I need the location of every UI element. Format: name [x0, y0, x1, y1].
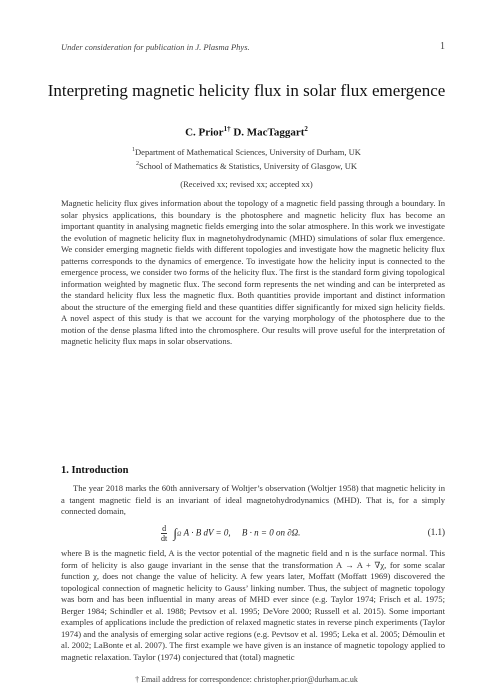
- fraction-denominator: dt: [161, 534, 168, 543]
- author-list: [0, 125, 493, 139]
- equation-1-1: [61, 520, 445, 546]
- page-number: 1: [440, 41, 445, 52]
- fraction-numerator: d: [162, 524, 167, 533]
- section-number: 1.: [61, 465, 69, 476]
- running-head: [61, 42, 445, 52]
- intro-paragraph-2: where B is the magnetic field, A is the vector potential of the magnetic field and n is the surface normal. This form of helicity is also gauge invariant in the sense that the transformation A → A + ∇χ, for some scalar function χ, does not change the value of helicity. A few years later, Moffatt (Moffatt 1969) discovered the topological connection of magnetic helicity to Gauss’ linking number. Thus, the subject of magnetic topology was born and has been influential in many areas of MHD ever since (e.g. Taylor 1974; Frisch et al. 1975; Berger 1984; Schindler et al. 1988; Pevtsov et al. 1995; DeVore 2000; Russell et al. 2015). Some important examples of applications include the prediction of relaxed magnetic states in reverse pinch experiments (Taylor 1974) and the analysis of emerging solar active regions (e.g. Pevtsov et al. 1995; Leka et al. 2005; Démoulin et al. 2002; LaBonte et al. 2007). The first example we have given is an instance of magnetic topology applied to magnetic relaxation. Taylor (1974) conjectured that (total) magnetic: [61, 548, 445, 662]
- affiliations: [0, 144, 493, 172]
- boundary-condition: B · n = 0 on ∂Ω.: [241, 527, 301, 538]
- integral-sign: ∫: [173, 525, 178, 541]
- integral-domain: Ω: [177, 531, 182, 538]
- running-head-text: Under consideration for publication in J. Plasma Phys.: [61, 42, 250, 52]
- integrand: A · B dV = 0,: [183, 527, 231, 538]
- author-prior-affil-mark: 1: [223, 125, 228, 133]
- equation-number: (1.1): [427, 527, 445, 537]
- derivative-fraction: [161, 524, 167, 543]
- affiliation-1: $^1$Department of Mathematical Sciences, University of Durham, UK: [132, 146, 361, 157]
- section-title: Introduction: [71, 465, 129, 476]
- abstract: Magnetic helicity flux gives information about the topology of a magnetic field passing through a boundary. In solar physics applications, this boundary is the photosphere and magnetic helicity flux has become an important quantity in analysing magnetic fields emerging into the solar atmosphere. In this work we investigate the evolution of magnetic helicity flux in magnetohydrodynamic (MHD) simulations of solar flux emergence. We consider emerging magnetic fields with different topologies and investigate how the magnetic helicity flux patterns corresponds to the dynamics of emergence. To investigate how the helicity input is connected to the emergence process, we consider two forms of the helicity flux. The first is the standard form giving topological information weighted by magnetic flux. The second form represents the net winding and can be interpreted as the standard helicity flux less the magnetic flux. Both quantities provide important and distinct information about the structure of the emerging field and these quantities differ significantly for mixed sign helicity fields. A novel aspect of this study is that we account for the varying morphology of the photosphere due to the motion of the dense plasma lifted into the chromosphere. Our results will prove useful for the interpretation of magnetic helicity flux maps in solar observations.: [61, 198, 445, 346]
- correspondence-dagger: †: [227, 125, 231, 133]
- section-heading: [61, 465, 129, 476]
- intro-paragraph-1: The year 2018 marks the 60th anniversary of Woltjer’s observation (Woltjer 1958) that magnetic helicity in a tangent magnetic field is an invariant of ideal magnetohydrodynamics (MHD). That is, for a simply connected domain,: [61, 483, 445, 516]
- author-mactaggart: D. MacTaggart: [233, 126, 305, 139]
- paper-title: Interpreting magnetic helicity flux in solar flux emergence: [47, 81, 446, 100]
- received-dates: (Received xx; revised xx; accepted xx): [180, 179, 313, 189]
- equation-body: [161, 524, 300, 543]
- author-prior: C. Prior: [185, 126, 224, 139]
- correspondence-footnote: † Email address for correspondence: christopher.prior@durham.ac.uk: [135, 675, 358, 684]
- author-mactaggart-affil-mark: 2: [304, 125, 308, 133]
- affiliation-2: $^2$School of Mathematics & Statistics, University of Glasgow, UK: [135, 160, 358, 171]
